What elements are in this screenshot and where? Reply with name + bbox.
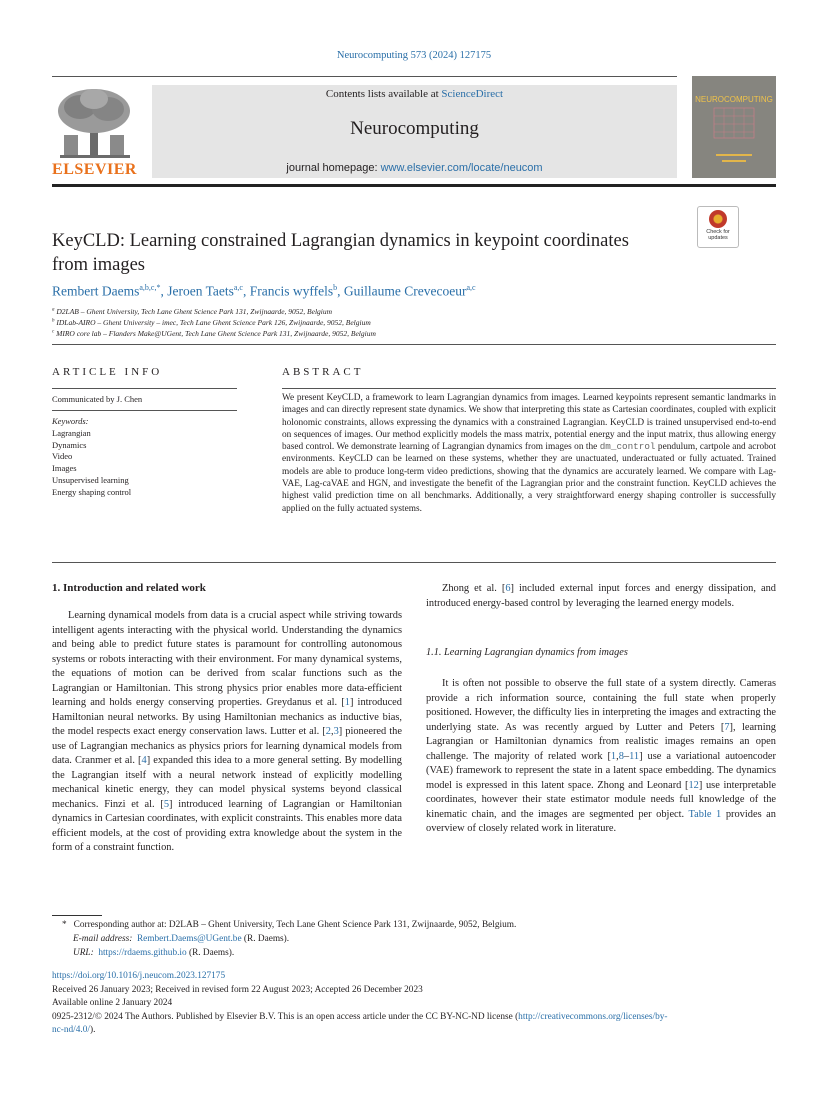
header-rule <box>52 76 677 77</box>
affiliation-a <box>52 307 332 316</box>
citation-link[interactable]: 2 <box>325 726 331 737</box>
url-suffix: (R. Daems). <box>188 948 235 958</box>
title-line-2: from images <box>52 255 145 275</box>
footnote-url <box>73 948 234 958</box>
footnote-email <box>73 934 289 944</box>
crossmark-icon <box>709 210 727 228</box>
affiliation-text: D2LAB – Ghent University, Tech Lane Ghent Science Park 131, Zwijnaarde, 9052, Belgium <box>56 307 333 316</box>
keywords-rule <box>52 410 237 411</box>
paragraph-text: Learning dynamical models from data is a crucial aspect while striving towards intelligent agents interacting with the physical world. Understanding the dynamics and being able to predict future states is paramount for controlling autonomous systems or robots interacting with their environment. For many dynamical systems, the equations of motion can be derived from scalar functions such as the Lagrangian or Hamiltonian. This strong physics prior enables more data-efficient learning and holds energy conserving properties. Greydanus et al. [ <box>52 610 402 708</box>
author-name[interactable]: Jeroen Taets <box>167 283 234 299</box>
cover-title: NEUROCOMPUTING <box>695 95 773 104</box>
paragraph-text: Zhong et al. [ <box>442 583 506 594</box>
available-online: Available online 2 January 2024 <box>52 998 173 1008</box>
homepage-line <box>152 162 677 174</box>
article-info-heading: ARTICLE INFO <box>52 366 163 378</box>
citation-link[interactable]: 1 <box>344 697 350 708</box>
license-link[interactable]: http://creativecommons.org/licenses/by- <box>518 1012 668 1022</box>
paragraph-text: ], learning Lagrangian or Hamiltonian dynamics from realistic images remains an open challenge. The majority of related work [ <box>426 721 776 762</box>
citation-link[interactable]: 1 <box>610 750 617 762</box>
contents-line <box>152 88 677 100</box>
footnote-mark: * <box>62 920 67 930</box>
check-updates-line-2: updates <box>708 235 728 241</box>
abstract-code: dm_control <box>599 441 656 453</box>
footnote-corresponding <box>62 920 516 930</box>
paragraph-text: ] included external input forces and energy dissipation, and introduced energy-based control by leveraging the learned energy models. <box>426 583 776 609</box>
author-affiliation-marks[interactable]: a,c <box>466 283 476 292</box>
sciencedirect-link[interactable]: ScienceDirect <box>441 88 504 100</box>
related-work-paragraph <box>426 582 776 611</box>
citation-link[interactable]: 5 <box>163 798 170 810</box>
author-name[interactable]: Guillaume Crevecoeur <box>343 283 467 299</box>
footnote-rule <box>52 915 102 916</box>
license-statement <box>52 1011 776 1037</box>
abstract-rule <box>282 388 776 389</box>
article-info-rule <box>52 388 237 389</box>
affiliation-text: IDLab-AIRO – Ghent University – imec, Tech Lane Ghent Science Park 126, Zwijnaarde, 9052, Belgium <box>56 318 371 327</box>
author-name[interactable]: Rembert Daems <box>52 283 140 299</box>
received-dates: Received 26 January 2023; Received in revised form 22 August 2023; Accepted 26 December 2023 <box>52 985 423 995</box>
paragraph-text: – <box>623 750 630 762</box>
cover-pattern <box>692 76 776 178</box>
keyword: Energy shaping control <box>52 486 132 497</box>
affiliation-mark: b <box>52 318 55 324</box>
footnote-text: Corresponding author at: D2LAB – Ghent University, Tech Lane Ghent Science Park 131, Zwijnaarde, 9052, Belgium. <box>73 920 517 930</box>
author-list: Rembert Daems$^{a,b,c,*}$, Jeroen Taets$^{a,c}$, Francis wyffels$^b$, Guillaume Crevecoeur$^{a,c}$ <box>52 283 476 299</box>
lagrangian-images-paragraph <box>426 677 776 837</box>
author-url-link[interactable]: https://rdaems.github.io <box>98 948 187 958</box>
subsection-1-1-heading: 1.1. Learning Lagrangian dynamics from images <box>426 647 628 658</box>
author-name[interactable]: Francis wyffels <box>249 283 334 299</box>
email-suffix: (R. Daems). <box>243 934 290 944</box>
check-for-updates-badge[interactable] <box>697 206 739 248</box>
journal-homepage-link[interactable]: www.elsevier.com/locate/neucom <box>380 162 543 174</box>
keyword: Unsupervised learning <box>52 474 129 485</box>
paragraph-text: It is often not possible to observe the full state of a system directly. Cameras provide a rich information source, containing the full state when properly positioned. However, the difficulty lies in interpreting the images and extracting the underlying state. As was recently argued by Lutter and Peters [ <box>426 678 776 733</box>
paragraph-text: ] introduced Hamiltonian neural networks. By using Hamiltonian mechanics as inductive bias, the model respects exact energy conservation laws. Lutter et al. [ <box>52 697 402 737</box>
citation-link[interactable]: 6 <box>505 583 511 594</box>
journal-reference-link[interactable]: Neurocomputing 573 (2024) 127175 <box>336 50 492 61</box>
elsevier-wordmark: ELSEVIER <box>52 161 137 178</box>
journal-cover[interactable] <box>692 76 776 178</box>
paragraph-text: ] use a variational autoencoder (VAE) framework to represent the state in a latent space embedding. The dynamics model is expressed in this latent space. Zhong and Leonard [ <box>426 750 776 791</box>
paragraph-text: ] introduced learning of Lagrangian or Hamiltonian dynamics in Cartesian coordinates, with explicit constraints. This enables more data efficient models, at the cost of providing extra knowledge about the system in the form of a constraint function. <box>52 798 402 853</box>
affiliation-b <box>52 318 371 327</box>
author-affiliation-marks[interactable]: a,b,c,* <box>139 283 161 292</box>
abstract-text-part: We present KeyCLD, a framework to learn Lagrangian dynamics from images. Learned keypoints represent semantic landmarks in images and can directly represent state dynamics. We show that interpreting this state as Cartesian coordinates, coupled with explicit holonomic constraints, allows expressing the dynamics with a constrained Lagrangian. KeyCLD is trained unsupervised end-to-end on sequences of images. Our method explicitly models the mass matrix, potential energy and the input matrix, thus allowing energy based control. We demonstrate learning of Lagrangian dynamics from images on the <box>282 393 776 453</box>
abstract-heading: ABSTRACT <box>282 366 364 378</box>
paragraph-text: ] use interpretable coordinates, however their state estimator module needs full knowledge of the kinematic chain, and the images are segmented per object. <box>426 779 776 820</box>
author-affiliation-marks[interactable]: a,c <box>233 283 243 292</box>
keyword: Video <box>52 451 73 462</box>
paragraph-text: ] pioneered the use of Lagrangian mechanics as physics priors for learning dynamical models from data. Cranmer et al. [ <box>52 726 402 766</box>
elsevier-tree-icon <box>52 85 137 159</box>
keyword: Lagrangian <box>52 427 91 438</box>
title-line-1: KeyCLD: Learning constrained Lagrangian dynamics in keypoint coordinates <box>52 231 629 251</box>
header-thick-rule <box>52 184 776 187</box>
citation-link[interactable]: 7 <box>724 721 730 733</box>
affiliation-c <box>52 329 376 338</box>
affiliation-text: MIRO core lab – Flanders Make@UGent, Tech Lane Ghent Science Park 131, Zwijnaarde, 9052, Belgium <box>56 329 376 338</box>
license-suffix: ). <box>89 1025 96 1035</box>
paragraph-text: provides an overview of closely related work in literature. <box>426 808 776 834</box>
elsevier-logo[interactable] <box>52 85 137 178</box>
keywords-block <box>52 416 131 499</box>
journal-name: Neurocomputing <box>350 118 479 139</box>
journal-banner <box>152 85 677 178</box>
affiliation-mark: c <box>52 329 55 335</box>
citation-link[interactable]: 11 <box>629 750 640 762</box>
author-affiliation-marks[interactable]: b <box>333 283 338 292</box>
paragraph-text: , <box>616 750 619 762</box>
section-1-paragraph <box>52 609 402 856</box>
email-link[interactable]: Rembert.Daems@UGent.be <box>136 934 242 944</box>
citation-link[interactable]: 3 <box>333 726 339 737</box>
contents-prefix: Contents lists available at <box>325 88 442 100</box>
abstract-text <box>282 392 776 515</box>
abstract-text-part: pendulum, cartpole and acrobot environments. KeyCLD can be learned on these systems, whether they are unactuated, underactuated or fully actuated. Trained models are able to produce long-term video predictions, showing that the dynamics are accurately learned. We compare with Lag-VAE, Lag-caVAE and HGN, and investigate the benefit of the Lagrangian prior and the constraint function. KeyCLD achieves the highest valid prediction time on all benchmarks. Additionally, a very straightforward energy shaping controller is successfully applied on the fully actuated systems. <box>282 442 776 514</box>
license-link[interactable]: nc-nd/4.0/ <box>52 1025 90 1035</box>
keyword: Images <box>52 463 77 474</box>
paragraph-text: ] expanded this idea to a more general setting. By modelling the Lagrangian itself with a neural network instead of explicitly modelling mechanical kinetic energy, they can model physical systems beyond classical mechanics. Finzi et al. [ <box>52 755 402 810</box>
keywords-label: Keywords: <box>52 416 89 426</box>
section-1-heading: 1. Introduction and related work <box>52 582 206 594</box>
email-label: E-mail address: <box>73 934 133 944</box>
communicated-by: Communicated by J. Chen <box>52 394 143 404</box>
check-updates-line-1: Check for <box>706 229 730 235</box>
citation-link[interactable]: 4 <box>141 755 147 766</box>
citation-link[interactable]: 8 <box>618 750 624 762</box>
doi-link[interactable]: https://doi.org/10.1016/j.neucom.2023.127175 <box>52 971 226 981</box>
url-label: URL: <box>73 948 94 958</box>
license-prefix: 0925-2312/© 2024 The Authors. Published by Elsevier B.V. This is an open access article under the CC BY-NC-ND license ( <box>52 1012 519 1022</box>
citation-link[interactable]: Table 1 <box>688 808 722 820</box>
homepage-prefix: journal homepage: <box>286 162 381 174</box>
affiliation-rule <box>52 344 776 345</box>
abstract-end-rule <box>52 562 776 563</box>
affiliation-mark: a <box>52 307 55 313</box>
citation-link[interactable]: 12 <box>688 779 699 791</box>
paragraph-text: , <box>330 726 334 737</box>
keyword: Dynamics <box>52 439 87 450</box>
article-title <box>52 229 682 277</box>
